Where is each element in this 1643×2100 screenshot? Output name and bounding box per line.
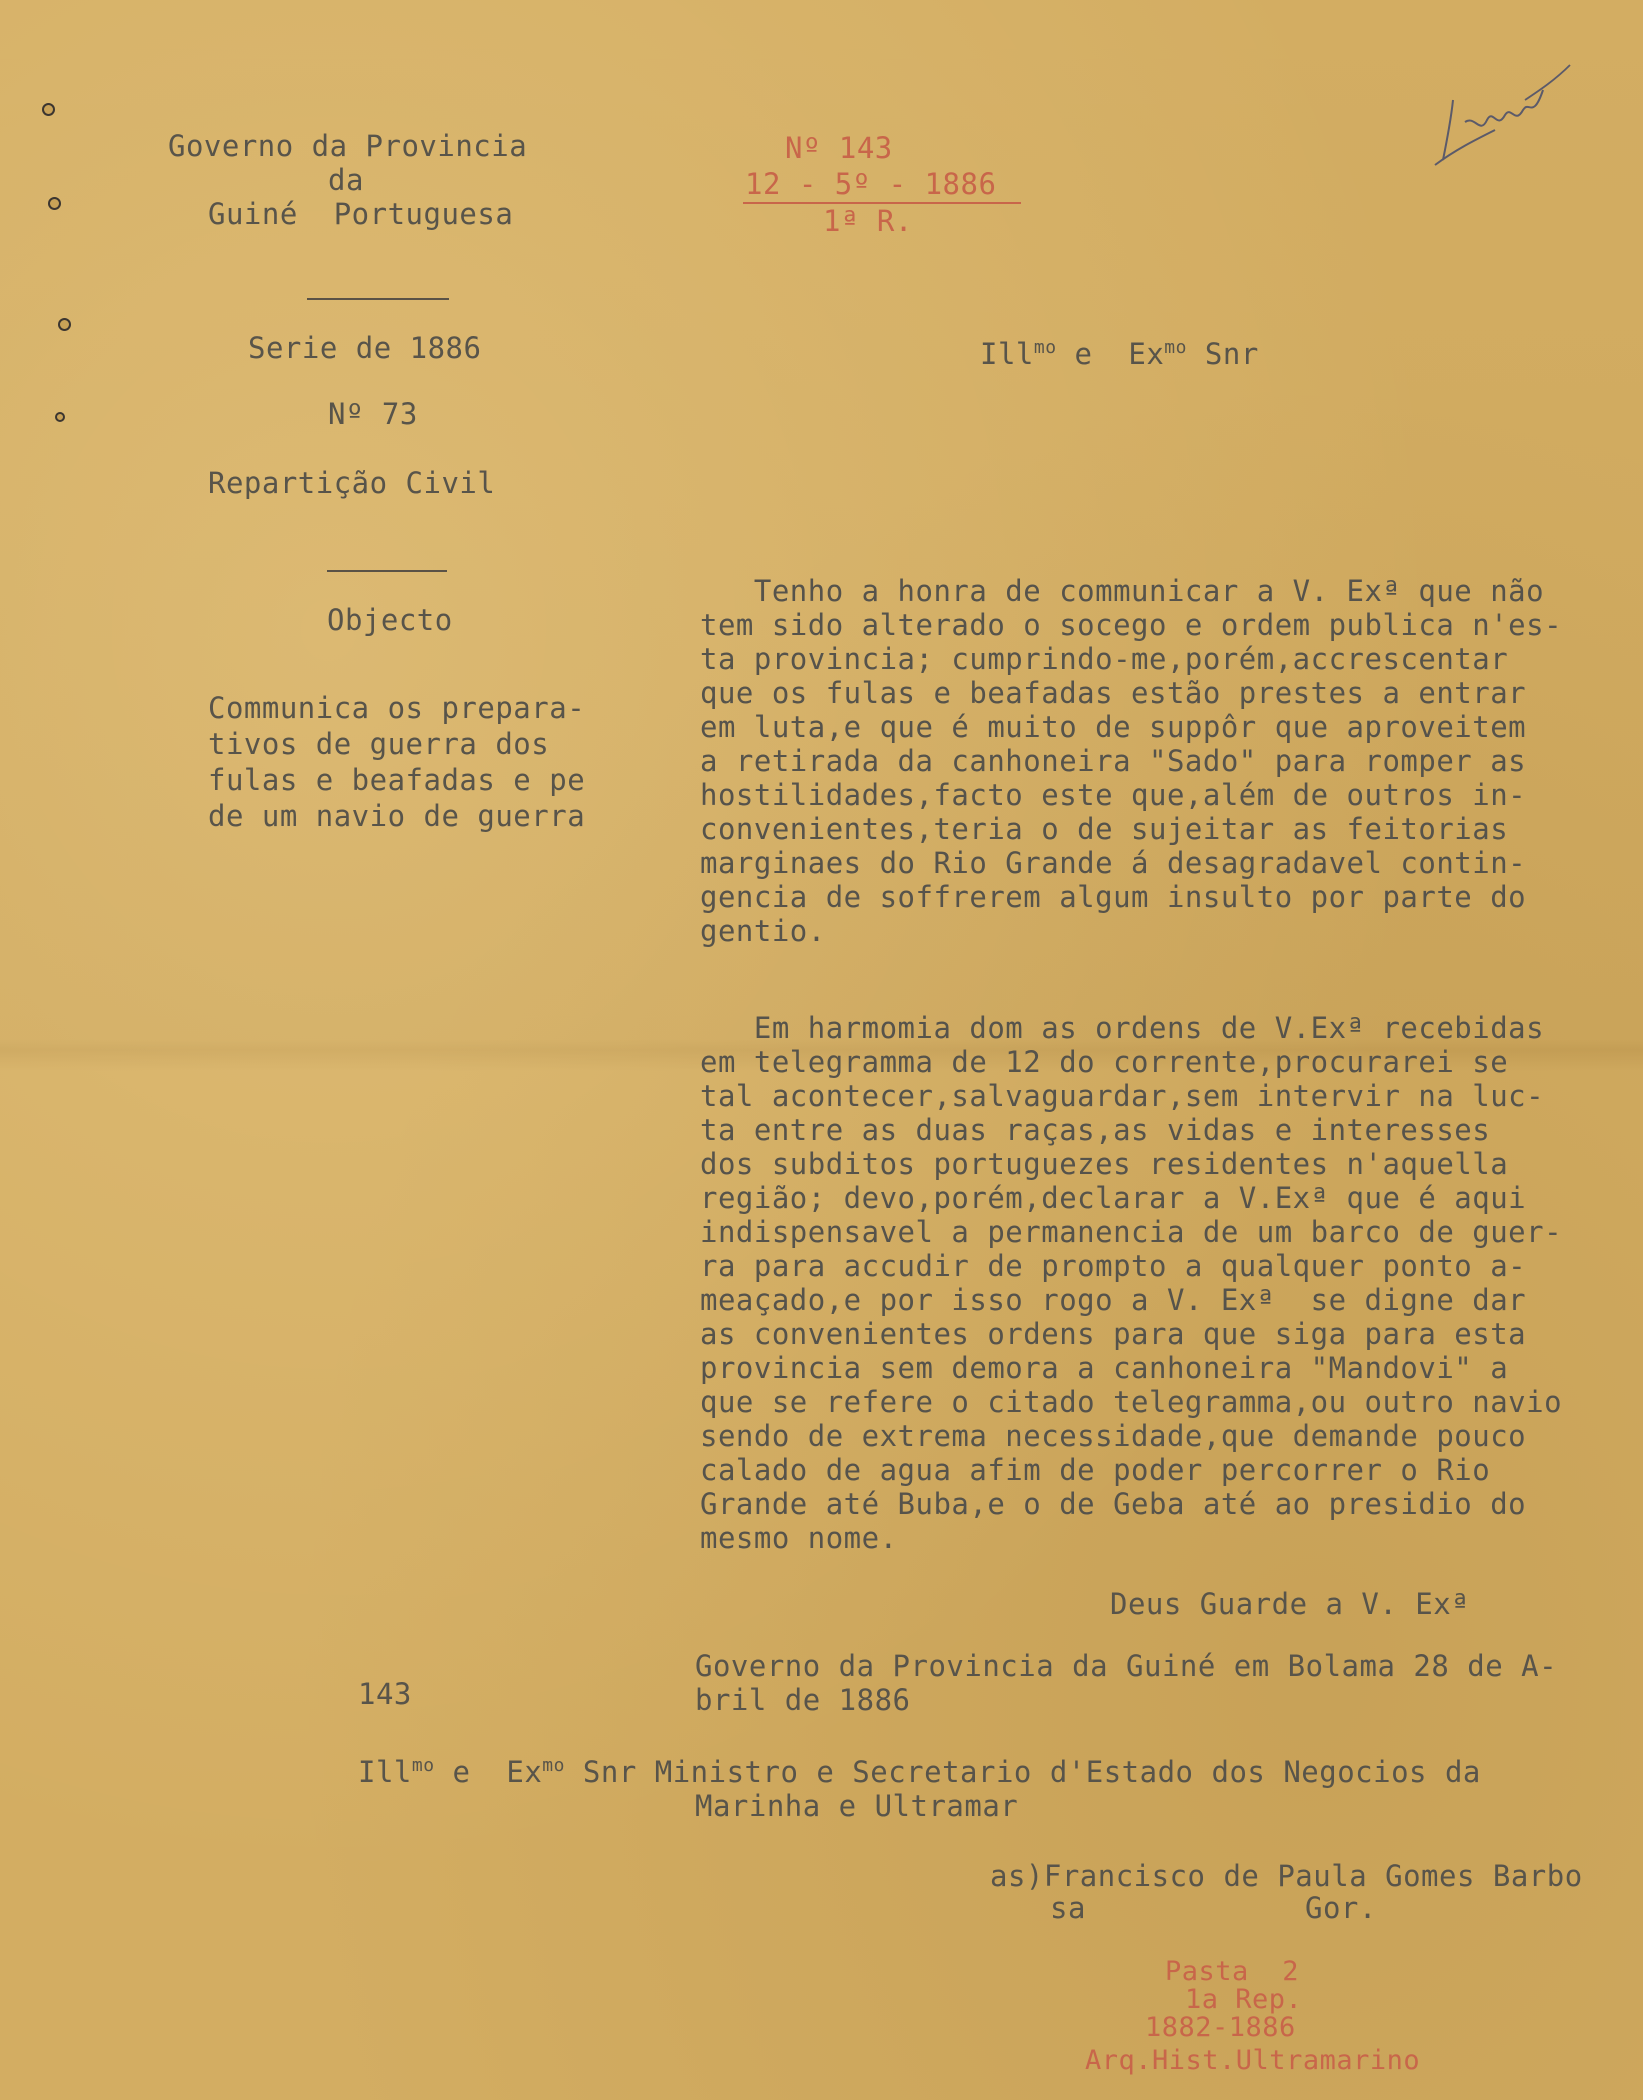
handwritten-initials bbox=[1425, 60, 1575, 175]
punch-hole bbox=[48, 197, 61, 210]
paragraph-2-line: calado de agua afim de poder percorrer o Rio bbox=[700, 1453, 1491, 1487]
objecto-line: fulas e beafadas e pe bbox=[208, 763, 586, 797]
paragraph-2-line: as convenientes ordens para que siga para esta bbox=[700, 1317, 1527, 1351]
paragraph-1-line: hostilidades,facto este que,além de outros in- bbox=[700, 778, 1527, 812]
stamp-rep: 1ª R. bbox=[823, 204, 913, 238]
paragraph-1-line: marginaes do Rio Grande á desagradavel contin- bbox=[700, 846, 1527, 880]
closing: Deus Guarde a V. Exª bbox=[1110, 1587, 1470, 1621]
governo-line-2: da bbox=[328, 163, 364, 197]
paragraph-2-line: ra para accudir de prompto a qualquer ponto a- bbox=[700, 1249, 1527, 1283]
punch-hole bbox=[42, 103, 55, 116]
archive-stamp-line: Pasta 2 bbox=[1165, 1956, 1300, 1987]
punch-hole bbox=[58, 318, 71, 331]
governo-line-1: Governo da Provincia bbox=[168, 129, 528, 163]
paragraph-1-line: gencia de soffrerem algum insulto por parte do bbox=[700, 880, 1527, 914]
paragraph-1-line: gentio. bbox=[700, 914, 826, 948]
objecto-line: tivos de guerra dos bbox=[208, 727, 550, 761]
signature-title: Gor. bbox=[1305, 1891, 1377, 1925]
paragraph-1-line: tem sido alterado o socego e ordem publica n'es- bbox=[700, 608, 1563, 642]
serie: Serie de 1886 bbox=[248, 331, 482, 365]
archive-stamp-line: Arq.Hist.Ultramarino bbox=[1085, 2045, 1421, 2076]
paragraph-2-line: ta entre as duas raças,as vidas e interesses bbox=[700, 1113, 1491, 1147]
signature-line-1: as)Francisco de Paula Gomes Barbo bbox=[990, 1859, 1583, 1893]
divider bbox=[327, 570, 447, 572]
signature-line-2: sa bbox=[1050, 1891, 1086, 1925]
stamp-date: 12 - 5º - 1886 bbox=[745, 167, 997, 201]
paragraph-2-line: Grande até Buba,e o de Geba até ao presidio do bbox=[700, 1487, 1527, 1521]
paragraph-1-line: a retirada da canhoneira "Sado" para romper as bbox=[700, 744, 1527, 778]
addressee-line-2: Marinha e Ultramar bbox=[695, 1789, 1019, 1823]
sidebar-numero: Nº 73 bbox=[328, 397, 418, 431]
paragraph-2-line: meaçado,e por isso rogo a V. Exª se digne dar bbox=[700, 1283, 1527, 1317]
paragraph-2-line: em telegramma de 12 do corrente,procurarei se bbox=[700, 1045, 1509, 1079]
paragraph-2-line: sendo de extrema necessidade,que demande pouco bbox=[700, 1419, 1527, 1453]
reparticao: Repartição Civil bbox=[208, 466, 496, 500]
paragraph-2-line: que se refere o citado telegramma,ou outro navio bbox=[700, 1385, 1563, 1419]
paragraph-1-line: que os fulas e beafadas estão prestes a entrar bbox=[700, 676, 1527, 710]
paragraph-1-line: Tenho a honra de communicar a V. Exª que não bbox=[700, 574, 1545, 608]
place-date-line: Governo da Provincia da Guiné em Bolama 28 de A- bbox=[695, 1649, 1558, 1683]
punch-hole bbox=[55, 412, 65, 422]
paragraph-2-line: indispensavel a permanencia de um barco de guer- bbox=[700, 1215, 1563, 1249]
divider bbox=[307, 298, 449, 300]
paragraph-1-line: convenientes,teria o de sujeitar as feitorias bbox=[700, 812, 1509, 846]
paragraph-1-line: em luta,e que é muito de suppôr que aproveitem bbox=[700, 710, 1527, 744]
paragraph-2-line: Em harmomia dom as ordens de V.Exª recebidas bbox=[700, 1011, 1545, 1045]
archive-stamp-line: 1882-1886 bbox=[1145, 2012, 1296, 2043]
stamp-numero: Nº 143 bbox=[785, 131, 893, 165]
paragraph-1-line: ta provincia; cumprindo-me,porém,accrescentar bbox=[700, 642, 1509, 676]
governo-line-3: Guiné Portuguesa bbox=[208, 197, 514, 231]
salutation: Ill$^{mo}$ e $Ex^{mo}$ Snr bbox=[980, 337, 1259, 371]
objecto-label: Objecto bbox=[327, 603, 453, 637]
paragraph-2-line: tal acontecer,salvaguardar,sem intervir na luc- bbox=[700, 1079, 1545, 1113]
paragraph-2-line: região; devo,porém,declarar a V.Exª que é aqui bbox=[700, 1181, 1527, 1215]
place-date-line: bril de 1886 bbox=[695, 1683, 911, 1717]
paragraph-2-line: provincia sem demora a canhoneira "Mandovi" a bbox=[700, 1351, 1509, 1385]
paragraph-2-line: mesmo nome. bbox=[700, 1521, 898, 1555]
archive-stamp-line: 1a Rep. bbox=[1185, 1984, 1303, 2015]
addressee: Ill$^{mo}$ e $Ex^{mo}$ Snr Ministro e Secretario d'Estado dos Negocios da bbox=[358, 1755, 1481, 1789]
objecto-line: de um navio de guerra bbox=[208, 799, 586, 833]
paragraph-2-line: dos subditos portuguezes residentes n'aquella bbox=[700, 1147, 1509, 1181]
objecto-line: Communica os prepara- bbox=[208, 691, 586, 725]
reference-number: 143 bbox=[358, 1677, 412, 1711]
